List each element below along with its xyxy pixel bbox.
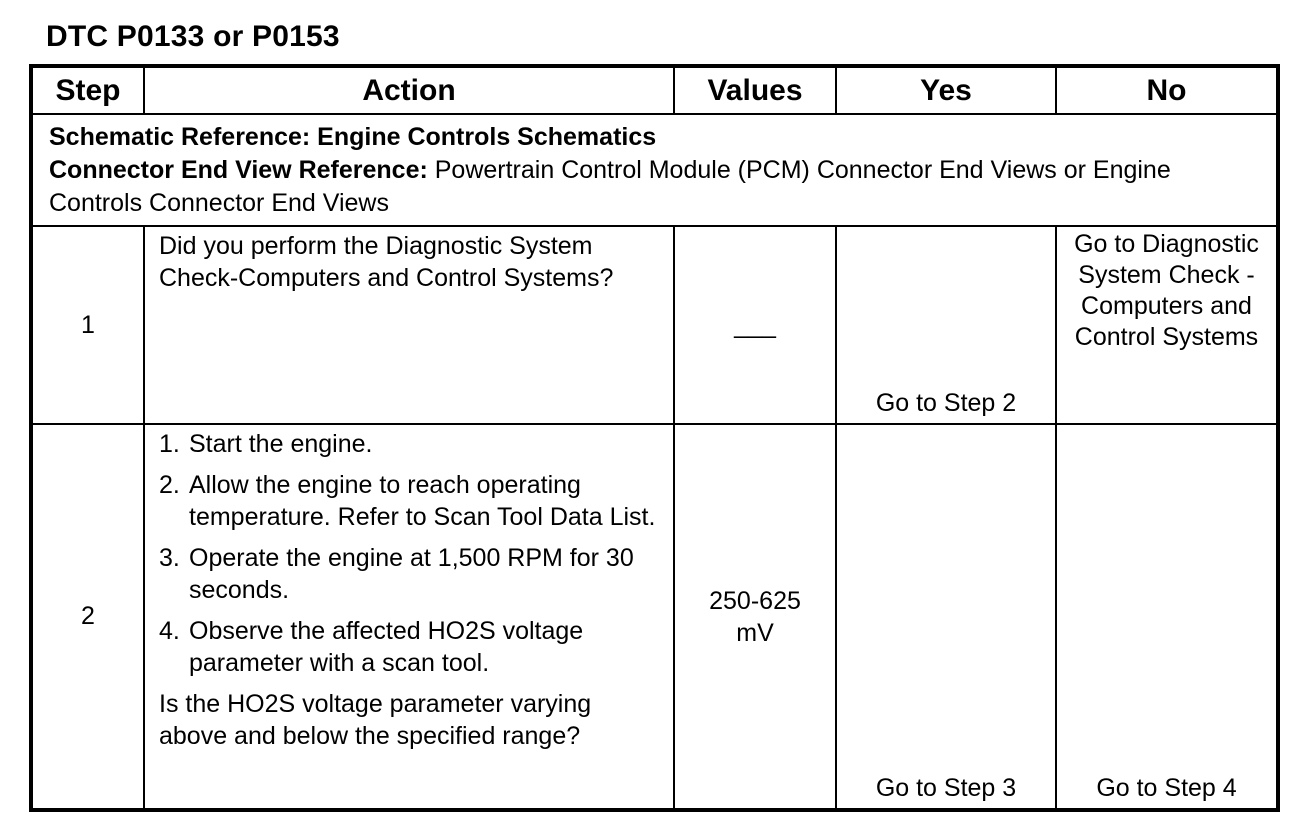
action-question: Did you perform the Diagnostic System Check-Computers and Control Systems? — [159, 232, 614, 292]
header-yes: Yes — [836, 66, 1056, 114]
step-number: 2 — [31, 424, 144, 810]
connector-reference — [49, 154, 1260, 220]
action-text — [144, 226, 674, 424]
no-link: Go to Step 4 — [1056, 424, 1278, 810]
connector-reference-text: Powertrain Control Module (PCM) Connector End Views or Engine Controls Connector End Views — [49, 156, 1171, 217]
action-question: Is the HO2S voltage parameter varying above and below the specified range? — [159, 690, 592, 750]
document-title: DTC P0133 or P0153 — [46, 20, 340, 53]
action-list — [159, 428, 663, 679]
header-step: Step — [31, 66, 144, 114]
action-list-item: 1. Start the engine. — [159, 430, 373, 458]
action-list-item: 4. Observe the affected HO2S voltage parameter with a scan tool. — [159, 617, 584, 677]
reference-row — [31, 114, 1278, 226]
no-link-text: Go to Diagnostic System Check - Computers and Control Systems — [1074, 230, 1259, 351]
header-action: Action — [144, 66, 674, 114]
reference-cell — [31, 114, 1278, 226]
action-steps — [144, 424, 674, 810]
header-values: Values — [674, 66, 836, 114]
yes-link: Go to Step 2 — [836, 226, 1056, 424]
step-number: 1 — [31, 226, 144, 424]
action-list-item: 3. Operate the engine at 1,500 RPM for 30 seconds. — [159, 544, 634, 604]
table-row — [31, 226, 1278, 424]
diagnostic-table — [29, 64, 1280, 812]
action-list-item: 2. Allow the engine to reach operating temperature. Refer to Scan Tool Data List. — [159, 471, 656, 531]
yes-link: Go to Step 3 — [836, 424, 1056, 810]
table-row — [31, 424, 1278, 810]
connector-reference-label: Connector End View Reference: — [49, 156, 428, 184]
header-row — [31, 66, 1278, 114]
values-text: 250-625 mV — [674, 424, 836, 810]
schematic-reference: Schematic Reference: Engine Controls Schematics — [49, 123, 657, 151]
no-link — [1056, 226, 1278, 424]
header-no: No — [1056, 66, 1278, 114]
values-text: ___ — [674, 226, 836, 424]
